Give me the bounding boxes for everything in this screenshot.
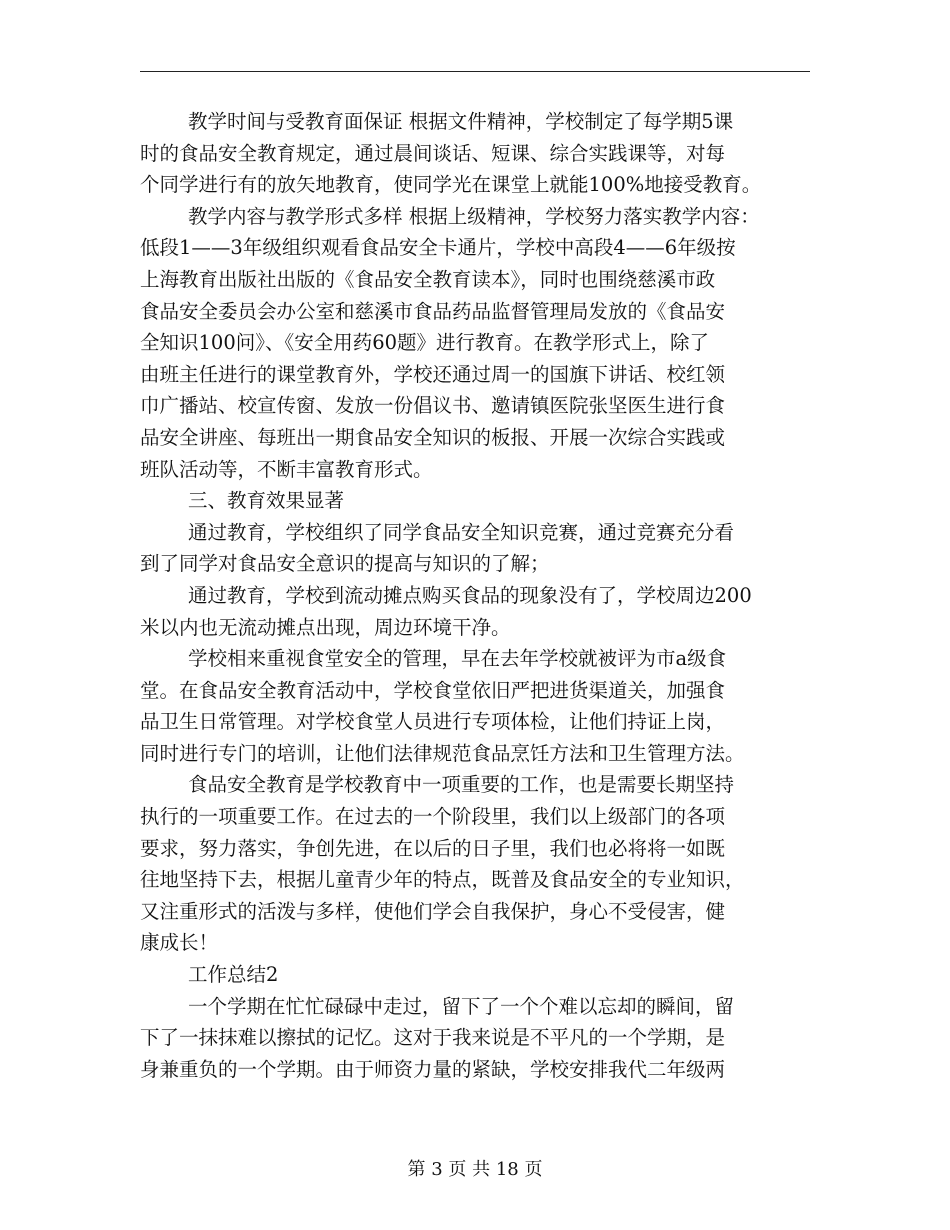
text-line: 低段1——3年级组织观看食品安全卡通片，学校中高段4——6年级按 (140, 236, 736, 260)
text-line: 康成长！ (140, 931, 219, 955)
text-line: 到了同学对食品安全意识的提高与知识的了解； (140, 552, 550, 576)
text-line: 食品安全委员会办公室和慈溪市食品药品监督管理局发放的《食品安 (140, 299, 726, 323)
text-line: 堂。在食品安全教育活动中，学校食堂依旧严把进货渠道关，加强食 (140, 678, 726, 702)
text-line: 工作总结2 (188, 963, 279, 987)
text-line: 身兼重负的一个学期。由于师资力量的紧缺，学校安排我代二年级两 (140, 1057, 726, 1081)
text-line: 由班主任进行的课堂教育外，学校还通过周一的国旗下讲话、校红领 (140, 362, 726, 386)
text-line: 通过教育，学校组织了同学食品安全知识竞赛，通过竞赛充分看 (188, 520, 735, 544)
text-line: 上海教育出版社出版的《食品安全教育读本》，同时也围绕慈溪市政 (140, 267, 716, 291)
text-line: 又注重形式的活泼与多样，使他们学会自我保护，身心不受侵害，健 (140, 899, 726, 923)
text-line: 个同学进行有的放矢地教育，使同学光在课堂上就能100%地接受教育。 (140, 173, 762, 197)
page-footer: 第 3 页 共 18 页 (407, 1159, 543, 1180)
text-line: 学校相来重视食堂安全的管理，早在去年学校就被评为市a级食 (188, 647, 727, 671)
text-line: 品安全讲座、每班出一期食品安全知识的板报、开展一次综合实践或 (140, 425, 726, 449)
header-rule (140, 71, 810, 72)
text-line: 米以内也无流动摊点出现，周边环境干净。 (140, 615, 511, 639)
text-line: 往地坚持下去，根据儿童青少年的特点，既普及食品安全的专业知识， (140, 868, 745, 892)
text-line: 执行的一项重要工作。在过去的一个阶段里，我们以上级部门的各项 (140, 805, 726, 829)
text-line: 同时进行专门的培训，让他们法律规范食品烹饪方法和卫生管理方法。 (140, 741, 745, 765)
text-line: 巾广播站、校宣传窗、发放一份倡议书、邀请镇医院张坚医生进行食 (140, 394, 726, 418)
text-line: 教学内容与教学形式多样 根据上级精神，学校努力落实教学内容： (188, 204, 760, 228)
text-line: 下了一抹抹难以擦拭的记忆。这对于我来说是不平凡的一个学期，是 (140, 1026, 726, 1050)
text-line: 教学时间与受教育面保证 根据文件精神，学校制定了每学期5课 (188, 110, 734, 133)
text-line: 班队活动等，不断丰富教育形式。 (140, 457, 433, 481)
text-line: 要求，努力落实，争创先进，在以后的日子里，我们也必将将一如既 (140, 836, 726, 860)
text-line: 食品安全教育是学校教育中一项重要的工作，也是需要长期坚持 (188, 773, 735, 797)
document-body (140, 106, 810, 1085)
text-line: 一个学期在忙忙碌碌中走过，留下了一个个难以忘却的瞬间，留 (188, 994, 735, 1018)
text-line: 时的食品安全教育规定，通过晨间谈话、短课、综合实践课等，对每 (140, 141, 726, 165)
text-line: 品卫生日常管理。对学校食堂人员进行专项体检，让他们持证上岗， (140, 710, 726, 734)
text-line: 通过教育，学校到流动摊点购买食品的现象没有了，学校周边200 (188, 583, 752, 607)
text-line: 三、教育效果显著 (188, 489, 345, 513)
text-line: 全知识100问》、《安全用药60题》进行教育。在教学形式上，除了 (140, 331, 710, 355)
